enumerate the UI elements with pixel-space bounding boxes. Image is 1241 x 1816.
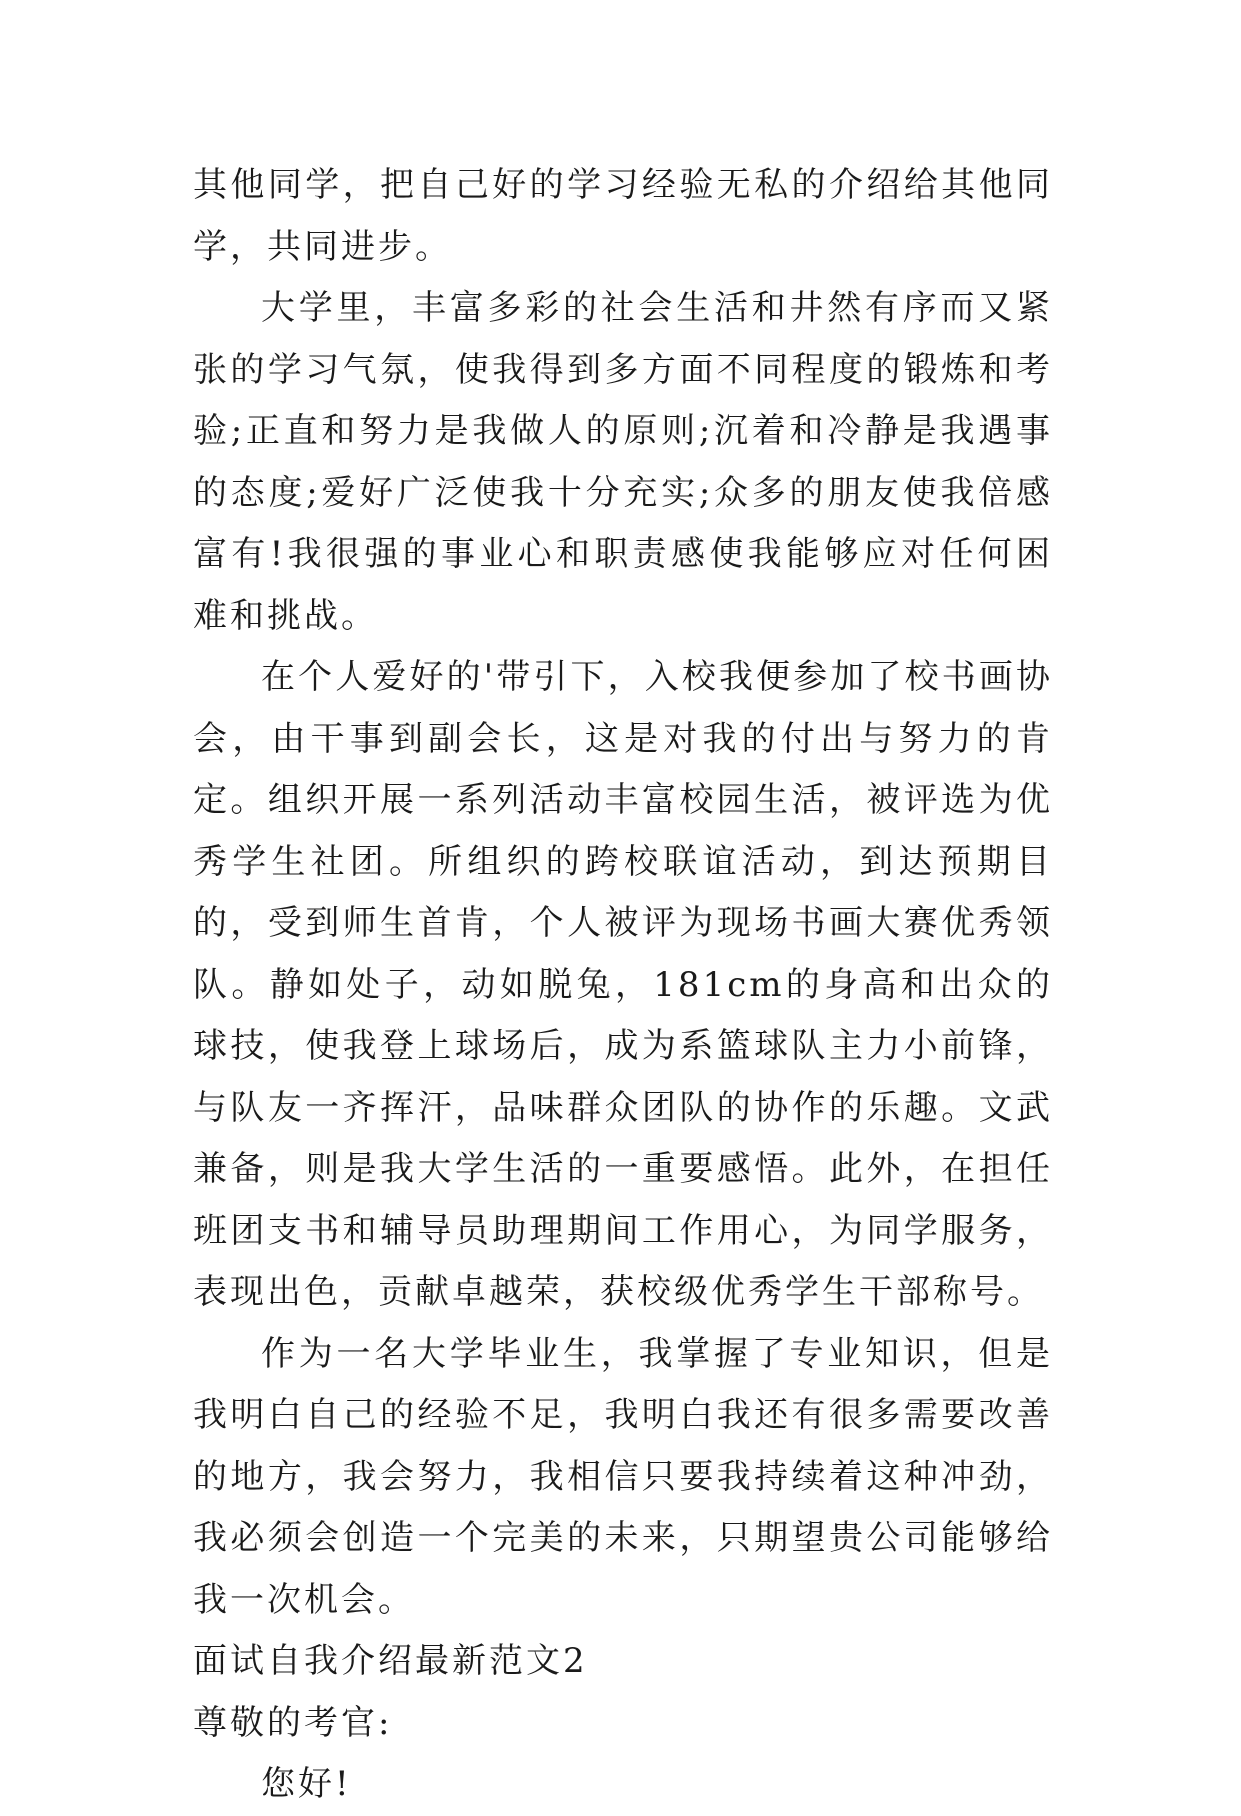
paragraph-hobbies-activities: 在个人爱好的'带引下，入校我便参加了校书画协会，由干事到副会长，这是对我的付出与努力的肯定。组织开展一系列活动丰富校园生活，被评选为优秀学生社团。所组织的跨校联谊活动，到达预期目的，受到师生首肯，个人被评为现场书画大赛优秀领队。静如处子，动如脱兔，181cm的身高和出众的球技，使我登上球场后，成为系篮球队主力小前锋，与队友一齐挥汗，品味群众团队的协作的乐趣。文武兼备，则是我大学生活的一重要感悟。此外，在担任班团支书和辅导员助理期间工作用心，为同学服务，表现出色，贡献卓越荣，获校级优秀学生干部称号。: [193, 657, 1053, 1312]
section-title: 面试自我介绍最新范文2: [193, 1641, 588, 1681]
document-body: [193, 155, 1053, 1816]
paragraph-continuation: 其他同学，把自己好的学习经验无私的介绍给其他同学，共同进步。: [193, 165, 1053, 267]
greeting: 您好!: [261, 1764, 352, 1804]
salutation: 尊敬的考官:: [193, 1702, 393, 1743]
paragraph-university-life: 大学里，丰富多彩的社会生活和井然有序而又紧张的学习气氛，使我得到多方面不同程度的锻炼和考验;正直和努力是我做人的原则;沉着和冷静是我遇事的态度;爱好广泛使我十分充实;众多的朋友使我倍感富有!我很强的事业心和职责感使我能够应对任何困难和挑战。: [193, 288, 1053, 636]
paragraph-graduate-statement: 作为一名大学毕业生，我掌握了专业知识，但是我明白自己的经验不足，我明白我还有很多需要改善的地方，我会努力，我相信只要我持续着这种冲劲，我必须会创造一个完美的未来，只期望贵公司能够给我一次机会。: [193, 1333, 1053, 1620]
